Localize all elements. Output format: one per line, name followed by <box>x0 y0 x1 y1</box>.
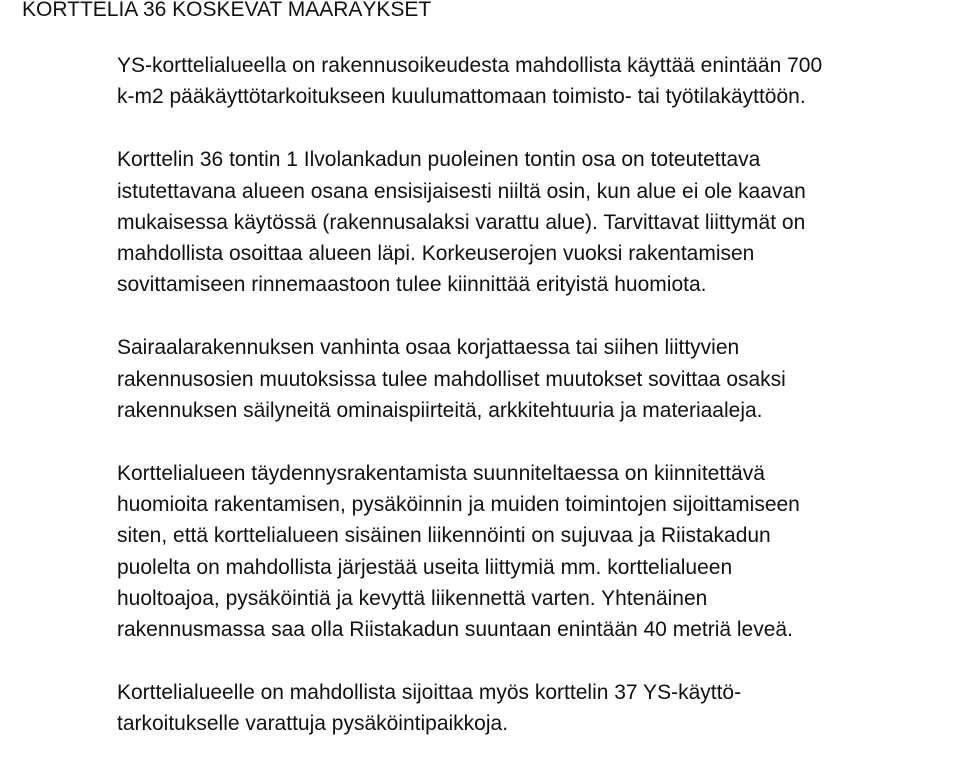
text-line: Sairaalarakennuksen vanhinta osaa korjattaessa tai siihen liittyvien <box>117 336 740 360</box>
text-line: istutettavana alueen osana ensisijaisesti niiltä osin, kun alue ei ole kaavan <box>117 179 806 203</box>
text-line: Korttelialueelle on mahdollista sijoittaa myös korttelin 37 YS-käyttö- <box>117 681 742 705</box>
paragraph-parking <box>117 677 972 739</box>
text-line: rakennuksen säilyneitä ominaispiirteitä, arkkitehtuuria ja materiaaleja. <box>117 398 763 422</box>
text-line: siten, että korttelialueen sisäinen liikennöinti on sujuvaa ja Riistakadun <box>117 524 771 548</box>
text-line: mahdollista osoittaa alueen läpi. Korkeuserojen vuoksi rakentamisen <box>117 242 755 266</box>
text-line: tarkoitukselle varattuja pysäköintipaikkoja. <box>117 712 509 736</box>
text-line: huoltoajoa, pysäköintiä ja kevyttä liikennettä varten. Yhtenäinen <box>117 586 708 610</box>
section-heading: KORTTELIA 36 KOSKEVAT MÄÄRÄYKSET <box>22 0 432 21</box>
paragraph-hospital-renovation <box>117 332 972 426</box>
paragraph-office-use <box>117 50 972 112</box>
text-line: rakennusosien muutoksissa tulee mahdolliset muutokset sovittaa osaksi <box>117 367 786 391</box>
text-line: k-m2 pääkäyttötarkoitukseen kuulumattomaan toimisto- tai työtilakäyttöön. <box>117 85 806 109</box>
regulation-text <box>117 50 972 772</box>
text-line: rakennusmassa saa olla Riistakadun suuntaan enintään 40 metriä leveä. <box>117 618 793 642</box>
text-line: puolelta on mahdollista järjestää useita liittymiä mm. korttelialueen <box>117 555 733 579</box>
text-line: huomioita rakentamisen, pysäköinnin ja muiden toimintojen sijoittamiseen <box>117 493 800 517</box>
text-line: sovittamiseen rinnemaastoon tulee kiinnittää erityistä huomiota. <box>117 273 707 297</box>
text-line: Korttelin 36 tontin 1 Ilvolankadun puoleinen tontin osa on toteutettava <box>117 148 761 172</box>
text-line: mukaisessa käytössä (rakennusalaksi varattu alue). Tarvittavat liittymät on <box>117 210 806 234</box>
paragraph-infill-construction <box>117 458 972 645</box>
paragraph-plot-planting <box>117 144 972 300</box>
text-line: YS-korttelialueella on rakennusoikeudesta mahdollista käyttää enintään 700 <box>117 54 823 77</box>
text-line: Korttelialueen täydennysrakentamista suunniteltaessa on kiinnitettävä <box>117 462 765 486</box>
